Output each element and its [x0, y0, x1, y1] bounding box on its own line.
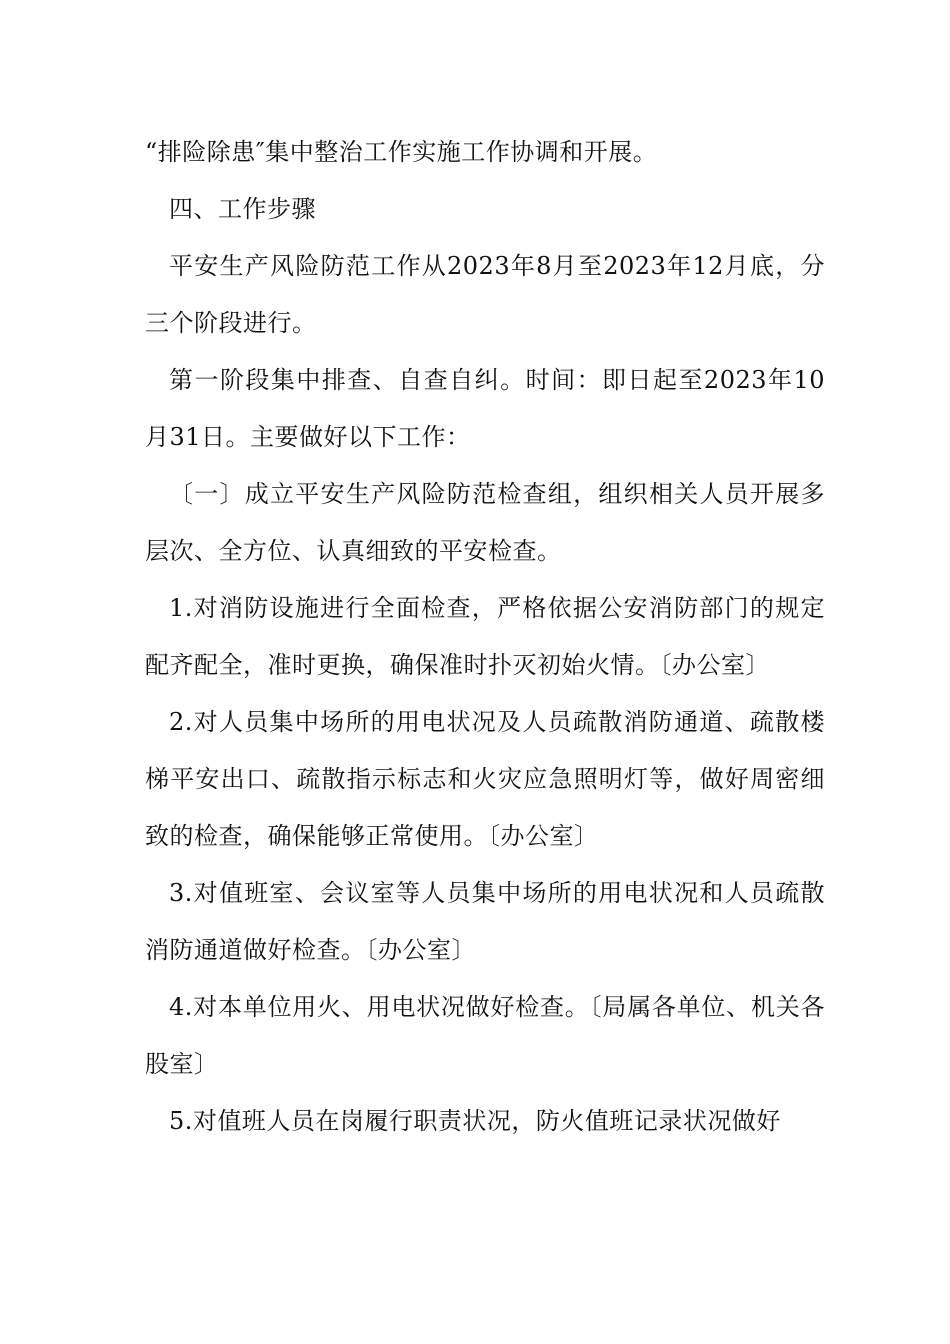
document-body: [145, 124, 825, 1150]
list-item-4: 4.对本单位用火、用电状况做好检查。〔局属各单位、机关各股室〕: [145, 993, 825, 1078]
paragraph-phase-one: 第一阶段集中排查、自查自纠。时间：即日起至2023年10月31日。主要做好以下工作：: [145, 366, 825, 451]
list-item-2: 2.对人员集中场所的用电状况及人员疏散消防通道、疏散楼梯平安出口、疏散指示标志和火灾应急照明灯等，做好周密细致的检查，确保能够正常使用。〔办公室〕: [145, 708, 825, 850]
paragraph-item-one: 〔一〕成立平安生产风险防范检查组，组织相关人员开展多层次、全方位、认真细致的平安检查。: [145, 480, 825, 565]
paragraph-timeline: 平安生产风险防范工作从2023年8月至2023年12月底，分三个阶段进行。: [145, 252, 825, 337]
paragraph-intro-continuation: “排险除患″集中整治工作实施工作协调和开展。: [145, 138, 658, 166]
list-item-3: 3.对值班室、会议室等人员集中场所的用电状况和人员疏散消防通道做好检查。〔办公室〕: [145, 879, 825, 964]
list-item-1: 1.对消防设施进行全面检查，严格依据公安消防部门的规定配齐配全，准时更换，确保准时扑灭初始火情。〔办公室〕: [145, 594, 825, 679]
list-item-5: 5.对值班人员在岗履行职责状况，防火值班记录状况做好: [169, 1107, 781, 1135]
section-heading-work-steps: 四、工作步骤: [169, 195, 316, 223]
